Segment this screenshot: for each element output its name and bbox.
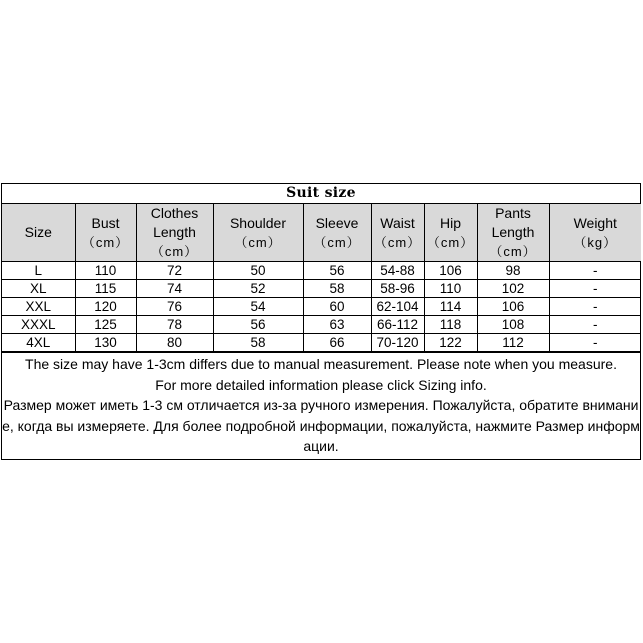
table-cell: 102 (477, 280, 549, 298)
header-hip: Hip （cm） (424, 204, 477, 262)
table-cell: 54-88 (371, 262, 424, 280)
table-cell: 70-120 (371, 334, 424, 352)
table-row (2, 280, 641, 298)
header-pants-length: Pants Length （cm） (477, 204, 549, 262)
table-cell: 76 (136, 298, 213, 316)
note-english-line1: The size may have 1-3cm differs due to manual measurement. Please note when you measure. (25, 356, 617, 372)
size-chart (1, 183, 641, 460)
header-weight: Weight （kg） (549, 204, 641, 262)
table-cell: 106 (424, 262, 477, 280)
table-cell: - (549, 262, 641, 280)
table-cell: 125 (75, 316, 136, 334)
table-cell: 78 (136, 316, 213, 334)
table-cell: 54 (213, 298, 303, 316)
table-cell: 110 (424, 280, 477, 298)
table-cell: 62-104 (371, 298, 424, 316)
table-cell: 108 (477, 316, 549, 334)
table-cell: 130 (75, 334, 136, 352)
table-cell: - (549, 316, 641, 334)
table-cell: XL (2, 280, 75, 298)
table-cell: 58 (213, 334, 303, 352)
header-bust: Bust （cm） (75, 204, 136, 262)
table-cell: 50 (213, 262, 303, 280)
table-row (2, 316, 641, 334)
table-cell: L (2, 262, 75, 280)
table-cell: 98 (477, 262, 549, 280)
table-cell: 4XL (2, 334, 75, 352)
table-cell: 110 (75, 262, 136, 280)
measurement-notes (2, 352, 640, 457)
header-shoulder: Shoulder （cm） (213, 204, 303, 262)
table-row (2, 298, 641, 316)
table-cell: 72 (136, 262, 213, 280)
table-cell: 58 (303, 280, 371, 298)
table-cell: - (549, 280, 641, 298)
note-russian: Размер может иметь 1-3 см отличается из-за ручного измерения. Пожалуйста, обратите внимание, когда вы измеряете. Для более подробной информации, пожалуйста, нажмите Размер информации. (2, 397, 640, 454)
table-cell: 112 (477, 334, 549, 352)
table-cell: 114 (424, 298, 477, 316)
table-row (2, 262, 641, 280)
table-header-row (2, 204, 641, 262)
note-english-line2: For more detailed information please click Sizing info. (155, 376, 487, 393)
size-table (2, 204, 641, 352)
table-cell: - (549, 334, 641, 352)
table-row (2, 334, 641, 352)
header-clothes-length: Clothes Length （cm） (136, 204, 213, 262)
table-cell: - (549, 298, 641, 316)
table-cell: XXL (2, 298, 75, 316)
header-waist: Waist （cm） (371, 204, 424, 262)
header-size: Size (2, 204, 75, 262)
chart-title: Suit size (2, 184, 640, 204)
table-cell: 106 (477, 298, 549, 316)
table-cell: 74 (136, 280, 213, 298)
table-cell: 66 (303, 334, 371, 352)
table-cell: 115 (75, 280, 136, 298)
table-cell: XXXL (2, 316, 75, 334)
header-sleeve: Sleeve （cm） (303, 204, 371, 262)
table-cell: 56 (213, 316, 303, 334)
table-cell: 120 (75, 298, 136, 316)
table-cell: 118 (424, 316, 477, 334)
table-cell: 80 (136, 334, 213, 352)
table-cell: 56 (303, 262, 371, 280)
table-cell: 66-112 (371, 316, 424, 334)
table-cell: 52 (213, 280, 303, 298)
table-cell: 122 (424, 334, 477, 352)
table-cell: 63 (303, 316, 371, 334)
table-cell: 60 (303, 298, 371, 316)
table-cell: 58-96 (371, 280, 424, 298)
